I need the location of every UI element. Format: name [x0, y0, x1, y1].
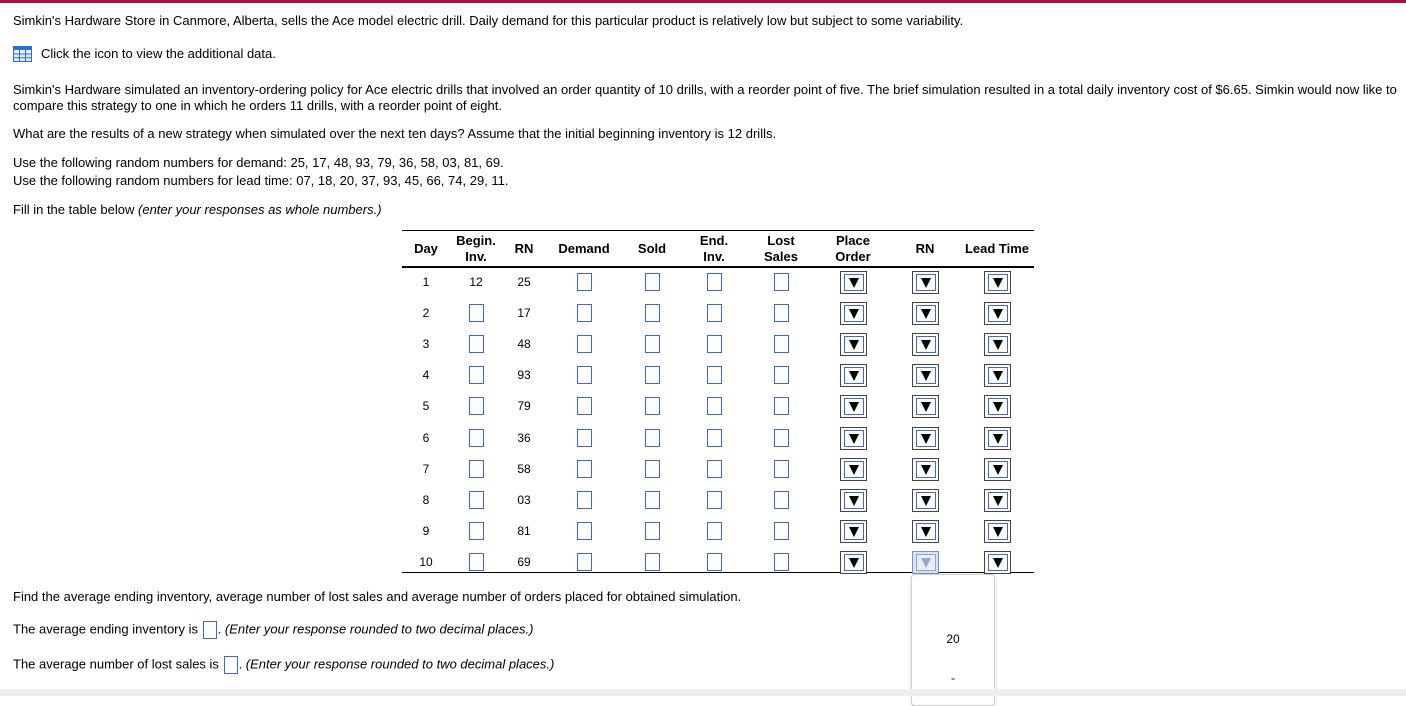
sold-input[interactable] — [645, 366, 660, 384]
lead-time-select[interactable] — [984, 427, 1011, 450]
end-inv-input[interactable] — [707, 273, 722, 291]
rn-lead-select[interactable] — [912, 333, 939, 356]
dropdown-option[interactable]: 20 — [946, 632, 960, 646]
demand-input[interactable] — [577, 335, 592, 353]
begin-inv-input[interactable] — [469, 491, 484, 509]
header-place-line2: Order — [835, 249, 871, 264]
chevron-down-icon[interactable] — [921, 558, 931, 568]
summary-find: Find the average ending inventory, average number of lost sales and average number of orders placed for obtained simulation. — [13, 589, 742, 604]
day-cell: 8 — [422, 493, 430, 507]
end-inv-input[interactable] — [707, 522, 722, 540]
place-order-select[interactable] — [840, 427, 867, 450]
rn-lead-select[interactable] — [912, 395, 939, 418]
begin-inv-input[interactable] — [469, 304, 484, 322]
end-inv-input[interactable] — [707, 366, 722, 384]
sold-input[interactable] — [645, 397, 660, 415]
dropdown-option[interactable]: - — [951, 671, 955, 685]
rn-dropdown-menu[interactable] — [911, 574, 995, 706]
demand-input[interactable] — [577, 429, 592, 447]
place-order-select[interactable] — [840, 489, 867, 512]
sold-input[interactable] — [645, 522, 660, 540]
rn-lead-select[interactable] — [912, 271, 939, 294]
select-inner[interactable] — [844, 554, 864, 571]
header-day: Day — [414, 241, 438, 256]
header-begin-line1: Begin. — [456, 233, 496, 248]
table-bottom-rule — [402, 572, 1034, 573]
lead-time-select[interactable] — [984, 395, 1011, 418]
chevron-down-icon[interactable] — [849, 465, 859, 475]
chevron-down-icon[interactable] — [921, 402, 931, 412]
select-inner[interactable] — [844, 305, 864, 322]
chevron-down-icon[interactable] — [921, 465, 931, 475]
lead-time-select[interactable] — [984, 271, 1011, 294]
select-inner[interactable] — [988, 430, 1008, 447]
rn-lead-select[interactable] — [912, 364, 939, 387]
select-inner[interactable] — [988, 554, 1008, 571]
avg-ending-note: (Enter your response rounded to two decimal places.) — [224, 621, 534, 637]
chevron-down-icon[interactable] — [849, 434, 859, 444]
lost-sales-input[interactable] — [774, 460, 789, 478]
header-rn-lead: RN — [915, 241, 935, 256]
header-sold: Sold — [637, 241, 667, 256]
place-order-select[interactable] — [840, 271, 867, 294]
day-cell: 2 — [422, 306, 430, 320]
lead-time-select[interactable] — [984, 520, 1011, 543]
select-inner[interactable] — [988, 336, 1008, 353]
chevron-down-icon[interactable] — [921, 371, 931, 381]
lead-time-select[interactable] — [984, 333, 1011, 356]
fill-instruction-prefix: Fill in the table below — [13, 202, 139, 217]
demand-input[interactable] — [577, 397, 592, 415]
chevron-down-icon[interactable] — [921, 278, 931, 288]
chevron-down-icon[interactable] — [921, 309, 931, 319]
select-inner[interactable] — [844, 523, 864, 540]
header-begin-inv — [452, 233, 500, 265]
chevron-down-icon[interactable] — [993, 527, 1003, 537]
rn-lead-select[interactable] — [912, 302, 939, 325]
chevron-down-icon[interactable] — [849, 402, 859, 412]
select-inner[interactable] — [916, 492, 936, 509]
demand-input[interactable] — [577, 304, 592, 322]
place-order-select[interactable] — [840, 395, 867, 418]
lead-time-select[interactable] — [984, 302, 1011, 325]
table-header-rule — [402, 266, 1034, 268]
rn-cell: 93 — [517, 368, 531, 382]
select-inner[interactable] — [916, 554, 936, 571]
bottom-scroll-area — [0, 689, 1406, 696]
demand-input[interactable] — [577, 522, 592, 540]
header-rn: RN — [514, 241, 534, 256]
place-order-select[interactable] — [840, 458, 867, 481]
chevron-down-icon[interactable] — [849, 278, 859, 288]
day-cell: 5 — [422, 399, 430, 413]
lead-time-select[interactable] — [984, 489, 1011, 512]
rn-cell: 03 — [517, 493, 531, 507]
place-order-select[interactable] — [840, 333, 867, 356]
rn-lead-select[interactable] — [912, 458, 939, 481]
lost-sales-input[interactable] — [774, 397, 789, 415]
lead-time-select[interactable] — [984, 364, 1011, 387]
day-cell: 7 — [422, 462, 430, 476]
header-end-line2: Inv. — [703, 249, 725, 264]
select-inner[interactable] — [916, 367, 936, 384]
lead-time-select[interactable] — [984, 551, 1011, 574]
rn-cell: 81 — [517, 524, 531, 538]
sold-input[interactable] — [645, 273, 660, 291]
header-end-inv — [690, 233, 738, 265]
place-order-select[interactable] — [840, 302, 867, 325]
header-lost-line1: Lost — [767, 233, 795, 248]
select-inner[interactable] — [844, 336, 864, 353]
day-cell: 4 — [422, 368, 430, 382]
chevron-down-icon[interactable] — [849, 527, 859, 537]
begin-inv-input[interactable] — [469, 429, 484, 447]
place-order-select[interactable] — [840, 551, 867, 574]
header-lost-line2: Sales — [764, 249, 798, 264]
place-order-select[interactable] — [840, 364, 867, 387]
lost-sales-input[interactable] — [774, 429, 789, 447]
select-inner[interactable] — [988, 367, 1008, 384]
avg-lost-sales-input[interactable] — [224, 656, 238, 674]
chevron-down-icon[interactable] — [849, 340, 859, 350]
avg-lost-suffix: . — [238, 656, 246, 672]
day-cell: 6 — [422, 431, 430, 445]
rn-lead-select[interactable] — [912, 551, 939, 574]
chevron-down-icon[interactable] — [849, 309, 859, 319]
avg-ending-inventory-input[interactable] — [203, 621, 217, 639]
sold-input[interactable] — [645, 460, 660, 478]
end-inv-input[interactable] — [707, 460, 722, 478]
problem-intro: Simkin's Hardware Store in Canmore, Alberta, sells the Ace model electric drill. Daily demand for this particular product is relatively low but subject to some variability. — [13, 13, 964, 28]
day-cell: 3 — [422, 337, 430, 351]
chevron-down-icon[interactable] — [993, 402, 1003, 412]
demand-input[interactable] — [577, 460, 592, 478]
header-lost-sales — [756, 233, 806, 265]
select-inner[interactable] — [988, 305, 1008, 322]
begin-inv-input[interactable] — [469, 397, 484, 415]
lost-sales-input[interactable] — [774, 366, 789, 384]
begin-inv-input[interactable] — [469, 460, 484, 478]
select-inner[interactable] — [988, 461, 1008, 478]
chevron-down-icon[interactable] — [993, 371, 1003, 381]
select-inner[interactable] — [916, 305, 936, 322]
sold-input[interactable] — [645, 553, 660, 571]
chevron-down-icon[interactable] — [921, 496, 931, 506]
table-top-rule — [402, 230, 1034, 231]
rn-cell: 36 — [517, 431, 531, 445]
begin-inv-cell: 12 — [469, 275, 483, 289]
select-inner[interactable] — [916, 430, 936, 447]
header-place-order — [828, 233, 878, 265]
select-inner[interactable] — [844, 492, 864, 509]
fill-instruction — [13, 202, 382, 218]
end-inv-input[interactable] — [707, 335, 722, 353]
fill-instruction-note: (enter your responses as whole numbers.) — [138, 202, 382, 217]
sold-input[interactable] — [645, 304, 660, 322]
end-inv-input[interactable] — [707, 304, 722, 322]
lead-time-select[interactable] — [984, 458, 1011, 481]
day-cell: 1 — [422, 275, 430, 289]
select-inner[interactable] — [844, 398, 864, 415]
header-end-line1: End. — [699, 233, 729, 248]
lost-sales-input[interactable] — [774, 273, 789, 291]
rn-cell: 69 — [517, 555, 531, 569]
select-inner[interactable] — [844, 367, 864, 384]
top-accent-bar — [0, 0, 1406, 3]
day-cell: 10 — [419, 555, 433, 569]
chevron-down-icon[interactable] — [993, 340, 1003, 350]
end-inv-input[interactable] — [707, 491, 722, 509]
lost-sales-input[interactable] — [774, 335, 789, 353]
chevron-down-icon[interactable] — [993, 558, 1003, 568]
avg-lost-prefix: The average number of lost sales is — [13, 656, 223, 672]
select-inner[interactable] — [988, 274, 1008, 291]
end-inv-input[interactable] — [707, 553, 722, 571]
avg-lost-sales-line — [13, 656, 554, 674]
avg-ending-suffix: . — [217, 621, 225, 637]
select-inner[interactable] — [916, 336, 936, 353]
rn-cell: 25 — [517, 275, 531, 289]
lost-sales-input[interactable] — [774, 304, 789, 322]
header-demand: Demand — [558, 241, 610, 256]
rn-cell: 17 — [517, 306, 531, 320]
avg-lost-note: (Enter your response rounded to two decimal places.) — [245, 656, 555, 672]
header-lead-time: Lead Time — [964, 241, 1030, 256]
select-inner[interactable] — [916, 461, 936, 478]
lost-sales-input[interactable] — [774, 522, 789, 540]
begin-inv-input[interactable] — [469, 335, 484, 353]
lost-sales-input[interactable] — [774, 491, 789, 509]
chevron-down-icon[interactable] — [921, 340, 931, 350]
avg-ending-prefix: The average ending inventory is — [13, 621, 202, 637]
chevron-down-icon[interactable] — [849, 496, 859, 506]
chevron-down-icon[interactable] — [993, 278, 1003, 288]
rn-lead-select[interactable] — [912, 427, 939, 450]
rn-lead-select[interactable] — [912, 520, 939, 543]
table-icon[interactable] — [13, 46, 32, 62]
chevron-down-icon[interactable] — [921, 527, 931, 537]
rn-cell: 79 — [517, 399, 531, 413]
additional-data-link[interactable] — [13, 46, 276, 62]
place-order-select[interactable] — [840, 520, 867, 543]
chevron-down-icon[interactable] — [849, 371, 859, 381]
chevron-down-icon[interactable] — [921, 434, 931, 444]
demand-random-numbers: Use the following random numbers for demand: 25, 17, 48, 93, 79, 36, 58, 03, 81, 69. — [13, 155, 504, 170]
rn-lead-select[interactable] — [912, 489, 939, 512]
end-inv-input[interactable] — [707, 429, 722, 447]
end-inv-input[interactable] — [707, 397, 722, 415]
sold-input[interactable] — [645, 335, 660, 353]
select-inner[interactable] — [988, 523, 1008, 540]
header-begin-line2: Inv. — [465, 249, 487, 264]
demand-input[interactable] — [577, 273, 592, 291]
demand-input[interactable] — [577, 553, 592, 571]
chevron-down-icon[interactable] — [993, 434, 1003, 444]
select-inner[interactable] — [844, 461, 864, 478]
select-inner[interactable] — [844, 274, 864, 291]
day-cell: 9 — [422, 524, 430, 538]
chevron-down-icon[interactable] — [993, 465, 1003, 475]
avg-ending-inventory-line — [13, 621, 533, 639]
lost-sales-input[interactable] — [774, 553, 789, 571]
select-inner[interactable] — [844, 430, 864, 447]
rn-cell: 48 — [517, 337, 531, 351]
select-inner[interactable] — [916, 274, 936, 291]
begin-inv-input[interactable] — [469, 553, 484, 571]
sold-input[interactable] — [645, 429, 660, 447]
rn-cell: 58 — [517, 462, 531, 476]
chevron-down-icon[interactable] — [993, 309, 1003, 319]
demand-input[interactable] — [577, 491, 592, 509]
header-place-line1: Place — [836, 233, 870, 248]
demand-input[interactable] — [577, 366, 592, 384]
select-inner[interactable] — [916, 523, 936, 540]
begin-inv-input[interactable] — [469, 522, 484, 540]
select-inner[interactable] — [988, 398, 1008, 415]
sold-input[interactable] — [645, 491, 660, 509]
problem-question: What are the results of a new strategy when simulated over the next ten days? Assume that the initial beginning inventory is 12 drills. — [13, 126, 777, 141]
select-inner[interactable] — [988, 492, 1008, 509]
leadtime-random-numbers: Use the following random numbers for lead time: 07, 18, 20, 37, 93, 45, 66, 74, 29, 11. — [13, 173, 509, 188]
chevron-down-icon[interactable] — [849, 558, 859, 568]
chevron-down-icon[interactable] — [993, 496, 1003, 506]
additional-data-label: Click the icon to view the additional data. — [41, 46, 276, 61]
problem-paragraph: Simkin's Hardware simulated an inventory-ordering policy for Ace electric drills that involved an order quantity of 10 drills, with a reorder point of five. The brief simulation resulted in a total daily inventory cost of $6.65. Simkin would now like to compare this strategy to one in which he orders 11 drills, with a reorder point of eight. — [13, 82, 1397, 113]
begin-inv-input[interactable] — [469, 366, 484, 384]
select-inner[interactable] — [916, 398, 936, 415]
